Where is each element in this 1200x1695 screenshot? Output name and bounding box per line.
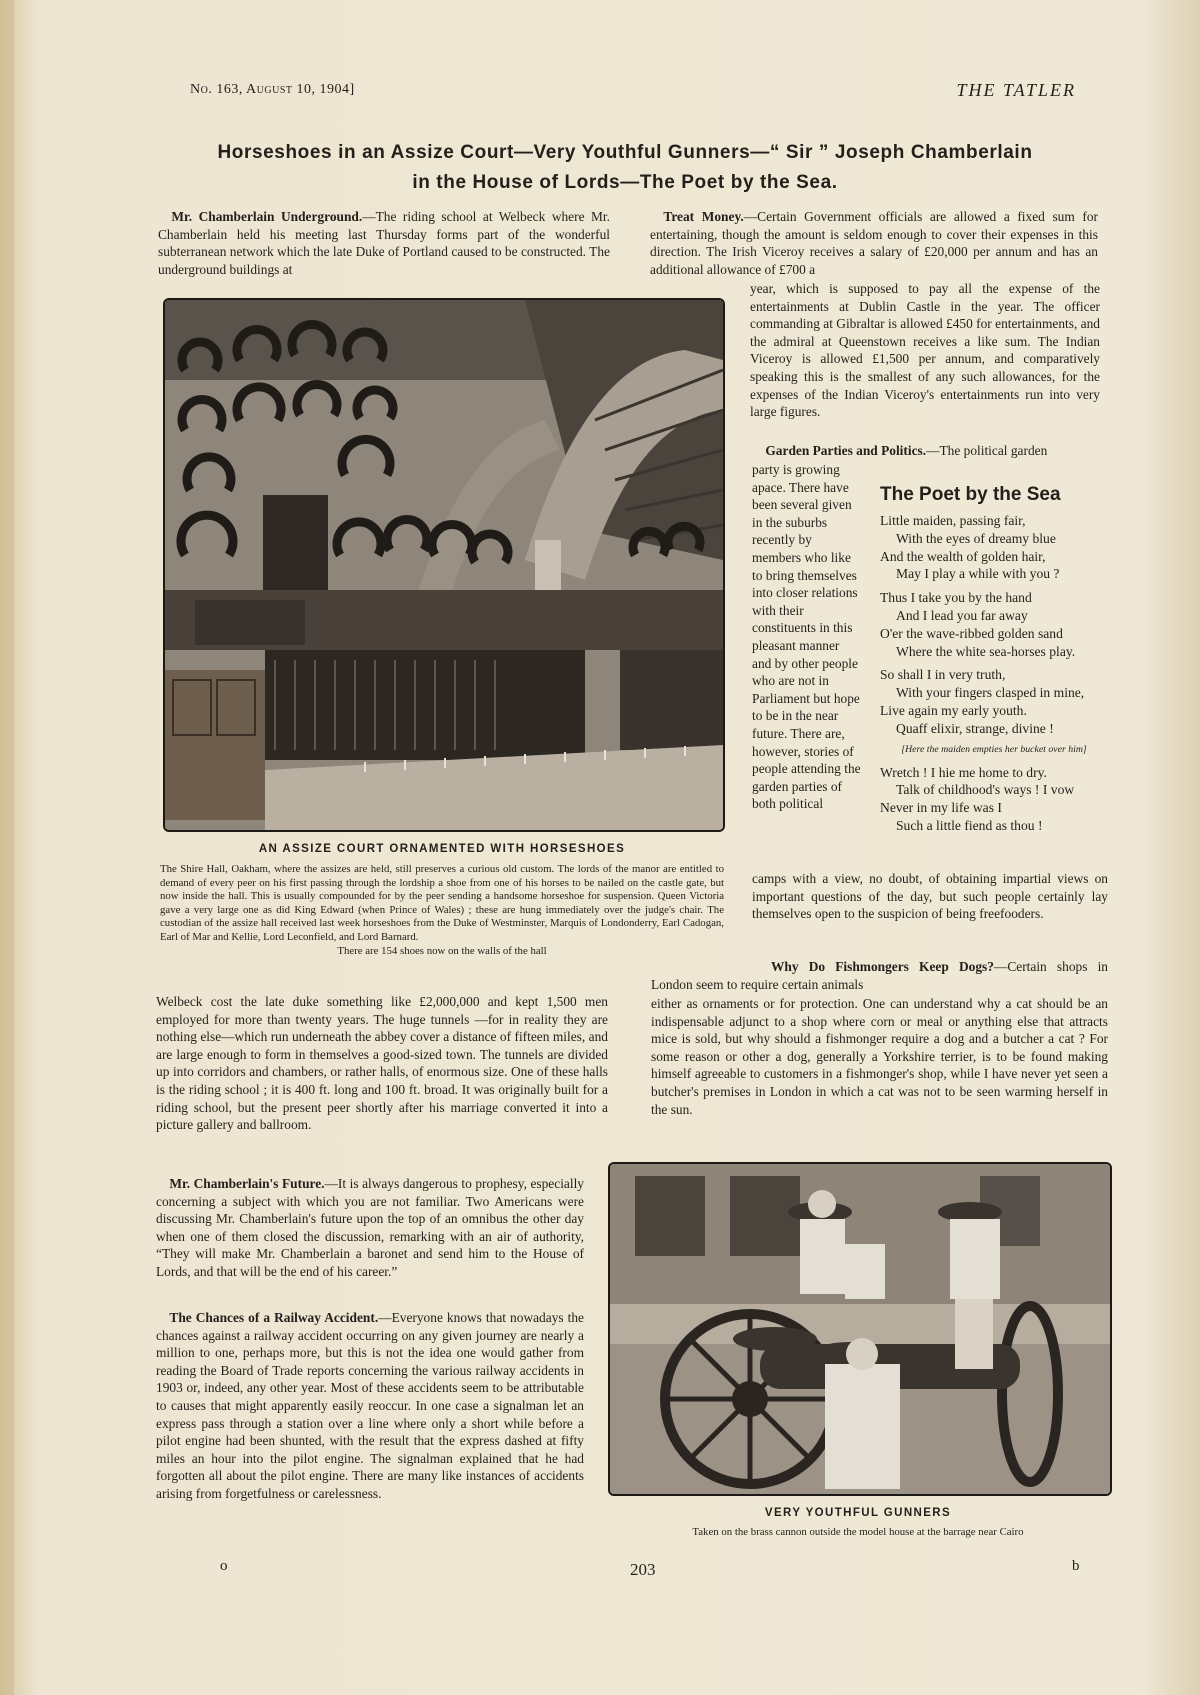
poem-stanza-2 bbox=[880, 589, 1108, 660]
poem-line: Wretch ! I hie me home to dry. bbox=[880, 764, 1047, 780]
article-treat-money bbox=[650, 208, 1098, 278]
article-fishmongers-cont: either as ornaments or for protection. One can understand why a cat should be an indispensable adjunct to a shop where corn or meal or anything else that attracts mice is sold, but why should a fishmonger require a dog and a butcher a cat ? For some reason or other a dog, generally a Yorkshire terrier, is to be found making himself agreeable to customers in a fishmonger's shop, while I have never yet seen a butcher's premises in London in which a cat was not to be seen warming herself in the sun. bbox=[651, 996, 1108, 1117]
poem-line: Little maiden, passing fair, bbox=[880, 513, 1026, 528]
article-text: —Certain Government officials are allowed a fixed sum for entertaining, though the amount is seldom enough to cover their expenses in this direction. The Irish Viceroy receives a salary of £20,000 per annum and has an additional allowance of £700 a bbox=[650, 209, 1098, 277]
poem-line: Where the white sea-horses play. bbox=[896, 643, 1076, 659]
poem-box bbox=[880, 484, 1108, 841]
poem-body bbox=[880, 512, 1108, 835]
assize-court-image bbox=[165, 300, 723, 830]
figure2-title: VERY YOUTHFUL GUNNERS bbox=[764, 1507, 952, 1519]
poem-line: Live again my early youth. bbox=[880, 702, 1027, 718]
masthead: THE TATLER bbox=[956, 80, 1076, 100]
article-text: —Everyone knows that nowadays the chances against a railway accident occurring on any given journey are nearly a million to one, perhaps more, but this is not the idea one would gather from reading the Board of Trade reports concerning the various railway accidents in 1903 or, indeed, any other year. Most of these accidents seem to be attributable to causes that might apparently easily reoccur. In one case a signalman let an express pass through a station over a line where only a short while before a pilot engine had been shunted, with the result that the express dashed at fifty miles an hour into the pilot engine. The signalman explained that he had forgotten all about the pilot engine. There are many like instances of accidents arising from forgetfulness or carelessness. bbox=[156, 1310, 585, 1501]
photo-youthful-gunners bbox=[608, 1162, 1112, 1496]
poem-title: The Poet by the Sea bbox=[880, 484, 1061, 505]
article-railway-accident bbox=[156, 1309, 584, 1503]
photo-assize-court bbox=[163, 298, 725, 832]
poem-line: So shall I in very truth, bbox=[880, 667, 1006, 683]
youthful-gunners-image bbox=[610, 1164, 1110, 1494]
article-chamberlain-underground bbox=[158, 208, 610, 278]
poem-stanza-3 bbox=[880, 666, 1108, 737]
figure2-caption: Taken on the brass cannon outside the model house at the barrage near Cairo bbox=[692, 1526, 1024, 1538]
run-in-heading: Mr. Chamberlain's Future. bbox=[169, 1176, 325, 1191]
poem-line: Such a little fiend as thou ! bbox=[896, 817, 1043, 833]
figure1-title: AN ASSIZE COURT ORNAMENTED WITH HORSESHOES bbox=[258, 843, 626, 855]
article-fishmongers bbox=[651, 958, 1108, 993]
run-in-heading: The Chances of a Railway Accident. bbox=[169, 1310, 379, 1325]
poem-stanza-4 bbox=[880, 764, 1108, 835]
poem-stanza-1 bbox=[880, 512, 1108, 583]
poem-line: Never in my life was I bbox=[880, 800, 1002, 816]
page-number: 203 bbox=[630, 1560, 656, 1579]
article-garden-parties-narrow: party is growing apace. There have been several given in the suburbs recently by members who like to bring themselves into closer relations with their constituents in this pleasant manner and by other people who are not in Parliament but hope to be in the near future. There are, however, stories of people attending the garden parties of both political bbox=[752, 462, 861, 812]
issue-line: No. 163, August 10, 1904] bbox=[190, 82, 355, 97]
footer-right-mark: b bbox=[1072, 1558, 1080, 1574]
footer-left-mark: o bbox=[220, 1558, 228, 1574]
article-treat-money-cont: year, which is supposed to pay all the expense of the entertainments at Dublin Castle in the year. The officer commanding at Gibraltar is allowed £450 for entertainments, and the admiral at Queenstown receives a like sum. The Indian Viceroy is allowed £1,500 per annum, and comparatively speaking this is the smallest of any such allowances, for the expenses of the Indian Viceroy's entertainments run into very large figures. bbox=[750, 281, 1100, 420]
figure1-caption-last: There are 154 shoes now on the walls of the hall bbox=[337, 944, 547, 957]
poem-line: And I lead you far away bbox=[896, 607, 1028, 623]
poem-line: O'er the wave-ribbed golden sand bbox=[880, 625, 1063, 641]
figure1-caption-body: The Shire Hall, Oakham, where the assizes are held, still preserves a curious old custom. The lords of the manor are entitled to demand of every peer on his first passing through the lordship a shoe from one of his horses to be nailed on the castle gate, but now inside the hall. This is usually compounded for by the peer sending a handsome horseshoe for suspension. Queen Victoria gave a very large one as did King Edward (when Prince of Wales) ; these are hung immediately over the judge's chair. The custodian of the assize hall received last week horseshoes from the Duke of Westminster, Marquis of Londonderry, Earl Cadogan, Earl of Mar and Kellie, Lord Leconfield, and Lord Barnard. bbox=[160, 863, 724, 943]
poem-line: With the eyes of dreamy blue bbox=[896, 530, 1056, 546]
poem-line: With your fingers clasped in mine, bbox=[896, 685, 1085, 701]
poem-line: Talk of childhood's ways ! I vow bbox=[896, 782, 1075, 798]
figure1-caption bbox=[160, 863, 724, 958]
article-text: —The political garden bbox=[926, 443, 1048, 458]
article-garden-parties-cont: camps with a view, no doubt, of obtaining impartial views on important questions of the day, but such people certainly lay themselves open to the suspicion of being freefooders. bbox=[752, 871, 1108, 922]
poem-line: Quaff elixir, strange, divine ! bbox=[896, 720, 1054, 736]
article-text: —It is always dangerous to prophesy, especially concerning a subject with which you are not familiar. Two Americans were discussing Mr. Chamberlain's future upon the top of an omnibus the other day when one of them closed the discussion, remarking with an air of authority, “They will make Mr. Chamberlain a baronet and send him to the House of Lords, and that will be the end of his career.” bbox=[156, 1176, 584, 1279]
run-in-heading: Treat Money. bbox=[663, 209, 744, 224]
poem-line: Thus I take you by the hand bbox=[880, 590, 1032, 606]
article-chamberlain-underground-cont: Welbeck cost the late duke something like £2,000,000 and kept 1,500 men employed for more than twenty years. The huge tunnels —for in reality they are nothing else—which run underneath the abbey cover a distance of fifteen miles, and are large enough to form in themselves a good-sized town. The tunnels are divided up into corridors and chambers, or rather halls, of enormous size. One of these halls is the riding school ; it is 400 ft. long and 100 ft. broad. It was originally built for a riding school, but the present peer shortly after his marriage converted it into a picture gallery and ballroom. bbox=[156, 994, 608, 1133]
poem-line: May I play a while with you ? bbox=[896, 566, 1060, 582]
page-headline bbox=[150, 138, 1100, 198]
poem-line: And the wealth of golden hair, bbox=[880, 548, 1046, 564]
headline-line-2: in the House of Lords—The Poet by the Sea. bbox=[412, 172, 838, 193]
headline-line-1: Horseshoes in an Assize Court—Very Youthful Gunners—“ Sir ” Joseph Chamberlain bbox=[217, 142, 1033, 163]
run-in-heading: Why Do Fishmongers Keep Dogs? bbox=[771, 959, 994, 974]
run-in-heading: Mr. Chamberlain Underground. bbox=[171, 209, 363, 224]
run-in-heading: Garden Parties and Politics. bbox=[765, 443, 927, 458]
article-text: —Certain shops in London seem to require certain animals bbox=[651, 959, 1108, 992]
article-chamberlain-future bbox=[156, 1175, 584, 1281]
page-spine-shadow bbox=[0, 0, 14, 1695]
article-garden-parties bbox=[752, 442, 1100, 460]
article-text: —The riding school at Welbeck where Mr. Chamberlain held his meeting last Thursday forms part of the wonderful subterranean network which the late Duke of Portland caused to be constructed. The underground buildings at bbox=[158, 209, 610, 277]
poem-stage-note: [Here the maiden empties her bucket over him] bbox=[901, 743, 1087, 755]
